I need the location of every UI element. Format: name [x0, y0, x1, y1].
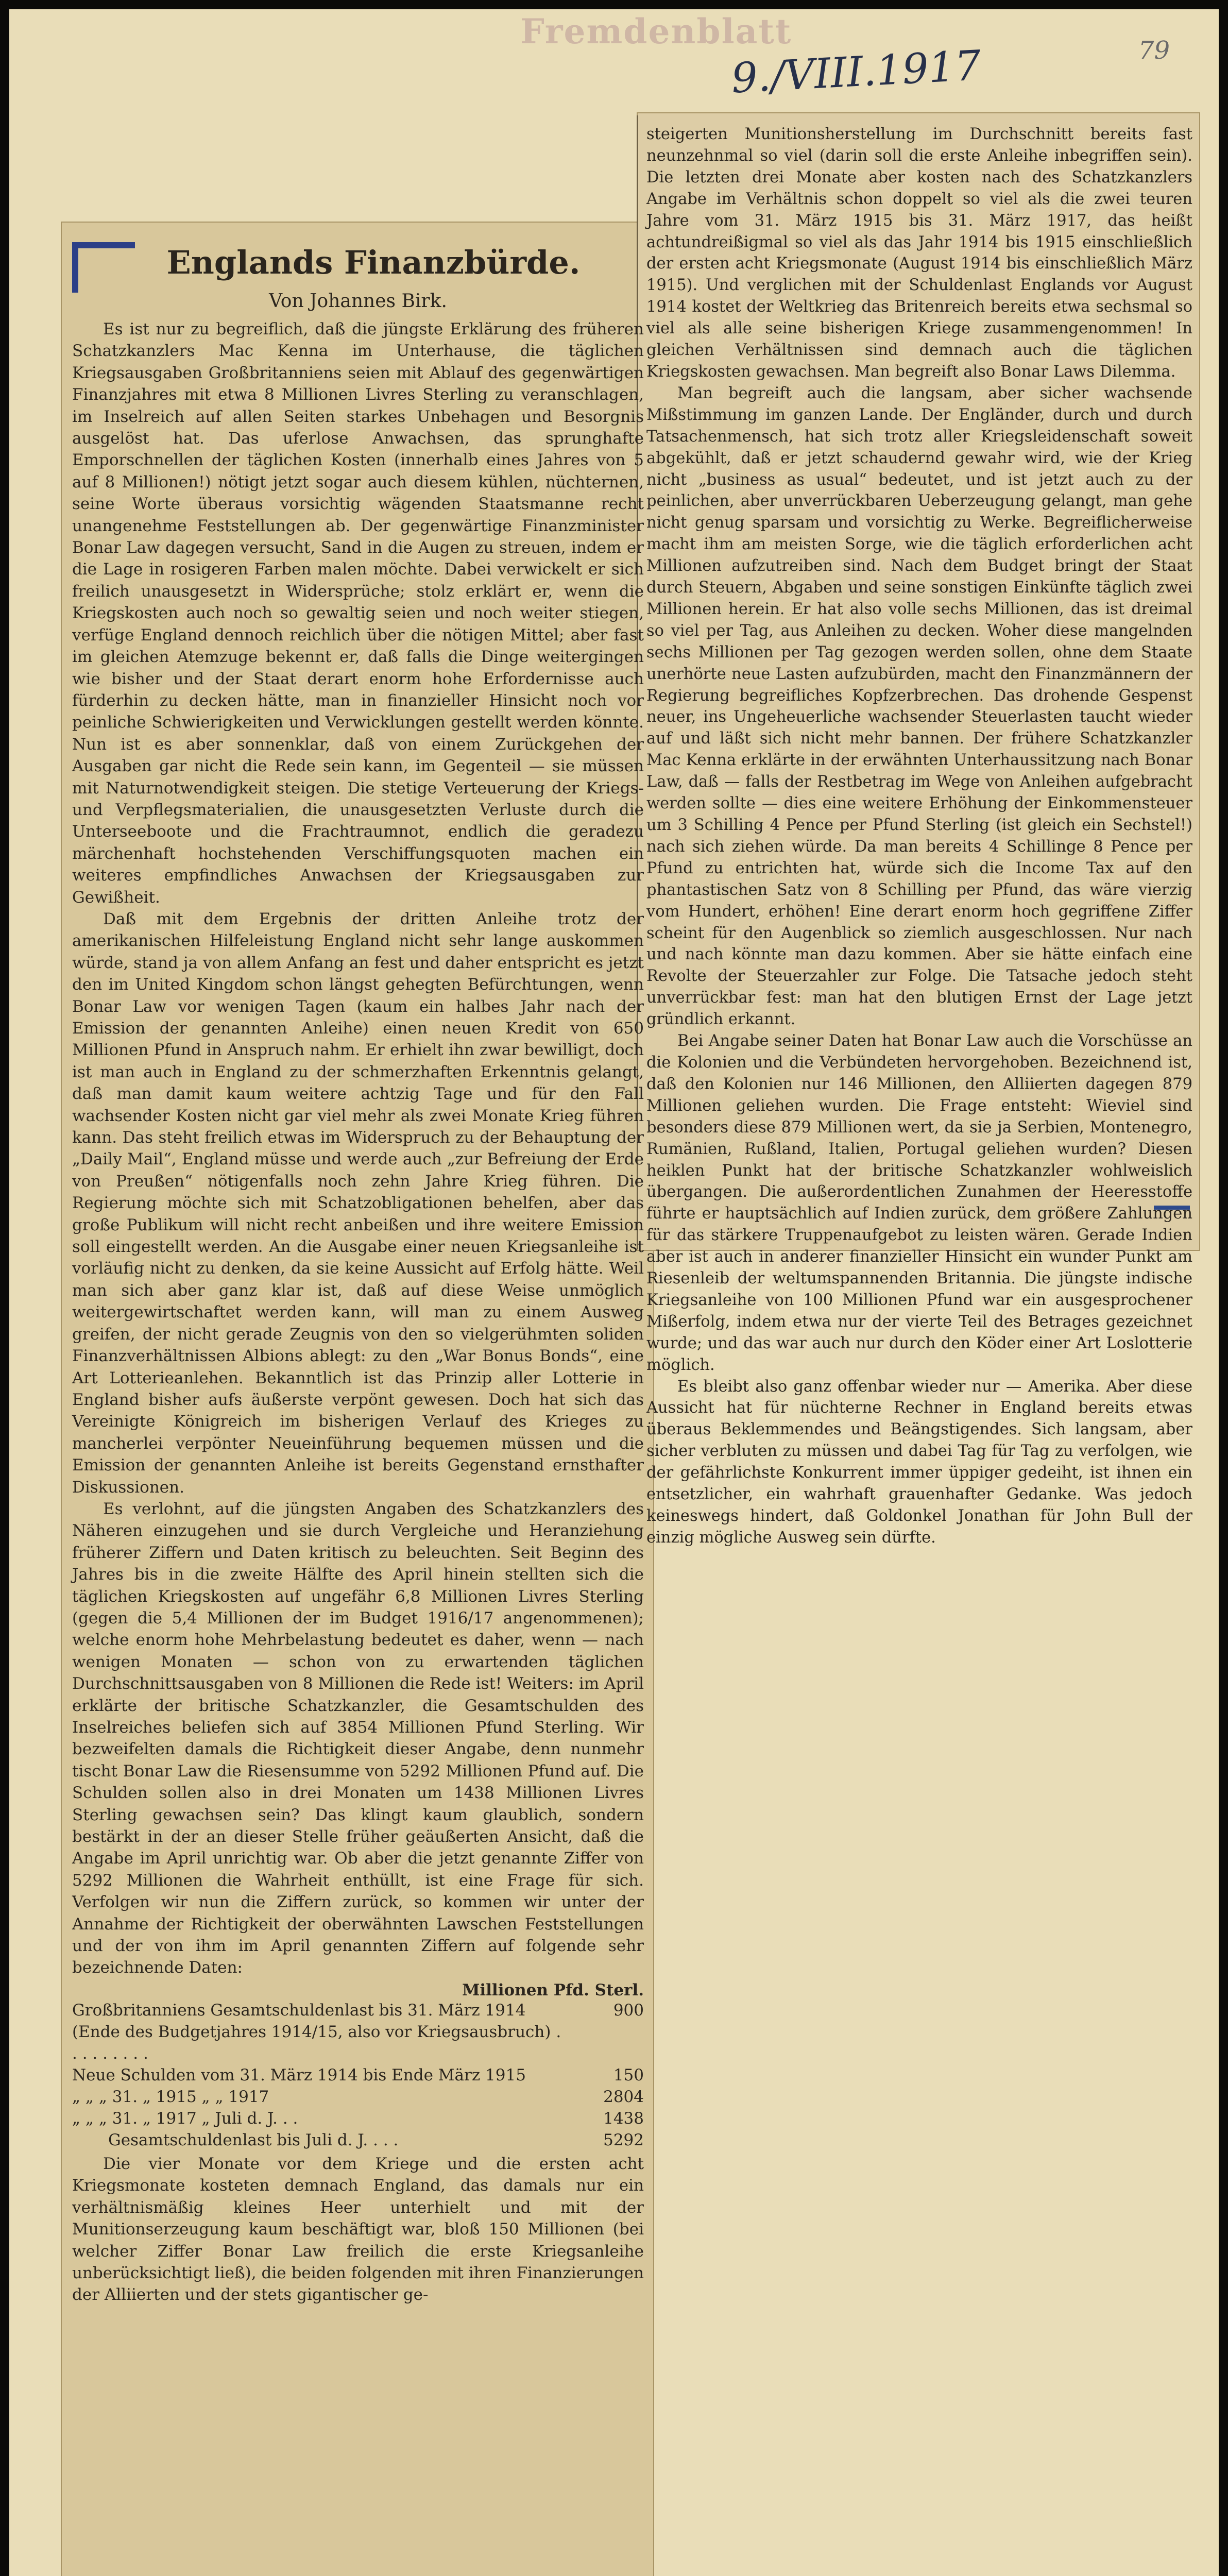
table-row: [72, 2064, 644, 2086]
newspaper-stamp: Fremdenblatt: [520, 11, 792, 52]
paragraph: Es ist nur zu begreiflich, daß die jüngste Erklärung des früheren Schatzkanzlers Mac Kenna im Unterhause, die täglichen Kriegsausgaben Großbritanniens seien mit Ablauf des gegenwärtigen Finanzjahres mit etwa 8 Millionen Livres Sterling zu veranschlagen, im Inselreich auf allen Seiten starkes Unbehagen und Besorgnis ausgelöst hat. Das uferlose Anwachsen, das sprunghafte Emporschnellen der täglichen Kosten (innerhalb eines Jahres von 5 auf 8 Millionen!) nötigt jetzt sogar auch diesem kühlen, nüchternen, seine Worte überaus vorsichtig wägenden Staatsmanne recht unangenehme Feststellungen ab. Der gegenwärtige Finanzminister Bonar Law dagegen versucht, Sand in die Augen zu streuen, indem er die Lage in rosigeren Farben malen möchte. Dabei verwickelt er sich freilich unausgesetzt in Widersprüche; stolz erklärt er, wenn die Kriegskosten auch noch so gewaltig seien und noch weiter stiegen, verfüge England dennoch reichlich über die nötigen Mittel; aber fast im gleichen Atemzuge bekennt er, daß falls die Dinge weitergingen wie bisher und der Staat derart enorm hohe Erfordernisse auch fürderhin zu decken hätte, man in finanzieller Hinsicht noch vor peinliche Schwierigkeiten und Verwicklungen gestellt werden könnte. Nun ist es aber sonnenklar, daß von einem Zurückgehen der Ausgaben gar nicht die Rede sein kann, im Gegenteil — sie müssen mit Naturnotwendigkeit steigen. Die stetige Verteuerung der Kriegs- und Verpflegsmaterialien, die unausgesetzten Verluste durch die Unterseeboote und die Frachtraumnot, endlich die geradezu märchenhaft hochstehenden Verschiffungsquoten machen ein weiteres empfindliches Anwachsen der Kriegsausgaben zur Gewißheit.: [72, 320, 644, 907]
table-total-label: Gesamtschuldenlast bis Juli d. J. . . .: [108, 2130, 399, 2149]
table-unit-header: Millionen Pfd. Sterl.: [462, 1980, 644, 1999]
table-row-value: 150: [613, 2065, 644, 2084]
table-row-value: 2804: [603, 2087, 644, 2106]
debt-table: [72, 1981, 644, 2151]
table-row: [72, 2086, 644, 2108]
paragraph: Bei Angabe seiner Daten hat Bonar Law auch die Vorschüsse an die Kolonien und die Verbündeten hervorgehoben. Bezeichnend ist, daß den Kolonien nur 146 Millionen, den Alliierten dagegen 879 Millionen geliehen wurden. Die Frage entsteht: Wieviel sind besonders diese 879 Millionen wert, da sie ja Serbien, Montenegro, Rumänien, Rußland, Italien, Portugal geliehen wurden? Diesen heiklen Punkt hat der britische Schatzkanzler wohlweislich übergangen. Die außerordentlichen Zunahmen der Heeresstoffe führte er hauptsächlich auf Indien zurück, dem größere Zahlungen für das stärkere Truppenaufgebot zu leisten wären. Gerade Indien aber ist auch in anderer finanzieller Hinsicht ein wunder Punkt am Riesenleib der weltumspannenden Britannia. Die jüngste indische Kriegsanleihe von 100 Millionen Pfund war ein ausgesprochener Mißerfolg, indem etwa nur der vierte Teil des Betrages gezeichnet wurde; und das war auch nur durch den Köder einer Art Loslotterie möglich.: [646, 1032, 1192, 1374]
paragraph: Es verlohnt, auf die jüngsten Angaben des Schatzkanzlers des Näheren einzugehen und sie durch Vergleiche und Heranziehung früherer Ziffern und Daten kritisch zu beleuchten. Seit Beginn des Jahres bis in die zweite Hälfte des April hinein stellten sich die täglichen Kriegskosten auf ungefähr 6,8 Millionen Livres Sterling (gegen die 5,4 Millionen der im Budget 1916/17 angenommenen); welche enorm hohe Mehrbelastung bedeutet es daher, wenn — nach wenigen Monaten — schon von zu erwartenden täglichen Durchschnittsausgaben von 8 Millionen die Rede ist! Weiters: im April erklärte der britische Schatzkanzler, die Gesamtschulden des Inselreiches beliefen sich auf 3854 Millionen Pfund Sterling. Wir bezweifelten damals die Richtigkeit dieser Angabe, denn nunmehr tischt Bonar Law die Riesensumme von 5292 Millionen Pfund auf. Die Schulden sollen also in drei Monaten um 1438 Millionen Livres Sterling gewachsen sein? Das klingt kaum glaublich, sondern bestärkt in der an dieser Stelle früher geäußerten Ansicht, daß die Angabe im April unrichtig war. Ob aber die jetzt genannte Ziffer von 5292 Millionen die Wahrheit enthüllt, ist eine Frage für sich. Verfolgen wir nun die Ziffern zurück, so kommen wir unter der Annahme der Richtigkeit der oberwähnten Lawschen Feststellungen und der von ihm im April genannten Ziffern auf folgende sehr bezeichnende Daten:: [72, 1499, 644, 1977]
table-row-value: 900: [613, 2001, 644, 2020]
article-right-column: [646, 124, 1192, 1549]
article-byline: Von Johannes Birk.: [269, 291, 447, 312]
page-number: 79: [1138, 36, 1170, 65]
paragraph: steigerten Munitionsherstellung im Durchschnitt bereits fast neunzehnmal so viel (darin soll die erste Anleihe inbegriffen sein). Die letzten drei Monate aber kosten nach des Schatzkanzlers Angabe im Verhältnis schon doppelt so viel als die zwei teuren Jahre vom 31. März 1915 bis 31. März 1917, das heißt achtundreißigmal so viel als das Jahr 1914 bis 1915 einschließlich der ersten acht Kriegsmonate (August 1914 bis einschließlich März 1915). Und verglichen mit der Schuldenlast Englands vor August 1914 kostet der Weltkrieg das Britenreich bereits etwa sechsmal so viel als alle seine bisherigen Kriege zusammengenommen! In gleichen Verhältnissen sind demnach auch die täglichen Kriegskosten gewachsen. Man begreift also Bonar Laws Dilemma.: [646, 125, 1192, 381]
paragraph: Die vier Monate vor dem Kriege und die ersten acht Kriegsmonate kosteten demnach England, das damals nur ein verhältnismäßig kleines Heer unterhielt und mit der Munitionserzeugung kaum beschäftigt war, bloß 150 Millionen (bei welcher Ziffer Bonar Law freilich die erste Kriegsanleihe unberücksichtigt ließ), die beiden folgenden mit ihren Finanzierungen der Alliierten und der stets gigantischer ge-: [72, 2154, 644, 2304]
paragraph: Daß mit dem Ergebnis der dritten Anleihe trotz der amerikanischen Hilfeleistung England nicht sehr lange auskommen würde, stand ja von allem Anfang an fest und daher entspricht es jetzt den im United Kingdom schon längst gehegten Befürchtungen, wenn Bonar Law vor wenigen Tagen (kaum ein halbes Jahr nach der Emission der genannten Anleihe) einen neuen Kredit von 650 Millionen Pfund in Anspruch nahm. Er erhielt ihn zwar bewilligt, doch ist man auch in England zu der schmerzhaften Erkenntnis gelangt, daß man damit kaum weitere achtzig Tage und für den Fall wachsender Kosten nicht gar viel mehr als zwei Monate Krieg führen kann. Das steht freilich etwas im Widerspruch zu der Behauptung der „Daily Mail“, England müsse und werde auch „zur Befreiung der Erde von Preußen“ nötigenfalls noch zehn Jahre Krieg führen. Die Regierung möchte sich mit Schatzobligationen behelfen, aber das große Publikum will nicht recht anbeißen und ihre weitere Emission soll eingestellt werden. An die Ausgabe einer neuen Kriegsanleihe ist vorläufig nicht zu denken, da sie keine Aussicht auf Erfolg hätte. Weil man sich aber ganz klar ist, daß auf diese Weise unmöglich weitergewirtschaftet werden kann, will man zu einem Ausweg greifen, der nicht gerade Zeugnis von den so vielgerühmten soliden Finanzverhältnissen Albions ablegt: zu den „War Bonus Bonds“, eine Art Lotterieanlehen. Bekanntlich ist das Prinzip aller Lotterie in England bisher aufs äußerste verpönt gewesen. Doch hat sich das Vereinigte Königreich im bisherigen Verlauf des Krieges zu mancherlei verpönter Neueinführung bequemen müssen und die Emission der genannten Anleihe ist bereits Gegenstand ernsthafter Diskussionen.: [72, 909, 644, 1497]
table-row: [72, 2108, 644, 2129]
table-total-value: 5292: [603, 2130, 644, 2149]
table-row-label: „ „ „ 31. „ 1915 „ „ 1917: [72, 2087, 269, 2106]
table-total-row: [72, 2129, 644, 2151]
handwritten-date: 9./VIII.1917: [730, 41, 982, 103]
table-row-value: 1438: [603, 2109, 644, 2128]
table-row-label: Neue Schulden vom 31. März 1914 bis Ende März 1915: [72, 2065, 526, 2084]
paragraph: Es bleibt also ganz offenbar wieder nur — Amerika. Aber diese Aussicht hat für nüchterne Rechner in England bereits etwas überaus Beklemmendes und Beängstigendes. Sich langsam, aber sicher verbluten zu müssen und dabei Tag für Tag zu verfolgen, wie der gefährlichste Konkurrent immer üppiger gedeiht, ist ihnen ein entsetzlicher, ein wahrhaft grauenhafter Gedanke. Was jedoch keineswegs hindert, daß Goldonkel Jonathan für John Bull der einzig mögliche Ausweg sein dürfte.: [646, 1377, 1192, 1547]
table-row: [72, 1999, 644, 2064]
table-row-label: „ „ „ 31. „ 1917 „ Juli d. J. . .: [72, 2109, 298, 2128]
paragraph: Man begreift auch die langsam, aber sicher wachsende Mißstimmung im ganzen Lande. Der Engländer, durch und durch Tatsachenmensch, hat sich trotz aller Kriegsleidenschaft soweit abgekühlt, daß er jetzt schaudernd gewahr wird, wie der Krieg nicht „business as usual“ bedeutet, und ist jetzt auch zu der peinlichen, aber unverrückbaren Ueberzeugung gelangt, man gehe nicht genug sparsam und vorsichtig zu Werke. Begreiflicherweise macht ihm am meisten Sorge, wie die täglich erforderlichen acht Millionen aufzutreiben sind. Nach dem Budget bringt der Staat durch Steuern, Abgaben und seine sonstigen Einkünfte täglich zwei Millionen herein. Er hat also volle sechs Millionen, das ist dreimal so viel per Tag, aus Anleihen zu decken. Woher diese mangelnden sechs Millionen per Tag gezogen werden sollen, ohne dem Staate unerhörte neue Lasten aufzubürden, macht den Finanzmännern der Regierung begreifliches Kopfzerbrechen. Das drohende Gespenst neuer, ins Ungeheuerliche wachsender Steuerlasten taucht wieder auf und läßt sich nicht mehr bannen. Der frühere Schatzkanzler Mac Kenna erklärte in der erwähnten Unterhaussitzung nach Bonar Law, daß — falls der Restbetrag im Wege von Anleihen aufgebracht werden sollte — dies eine weitere Erhöhung der Einkommensteuer um 3 Schilling 4 Pence per Pfund Sterling (ist gleich ein Sechstel!) nach sich ziehen würde. Da man bereits 4 Schillinge 8 Pence per Pfund zu entrichten hat, würde sich die Income Tax auf den phantastischen Satz von 8 Schilling per Pfund, das wäre vierzig vom Hundert, erhöhen! Eine derart enorm hoch gegriffene Ziffer scheint für den Augenblick so ziemlich ausgeschlossen. Nur nach und nach könnte man dazu kommen. Aber sie hätte einfach eine Revolte der Steuerzahler zur Folge. Die Tatsache jedoch steht unverrückbar fest: man hat den blutigen Ernst der Lage jetzt gründlich erkannt.: [646, 384, 1192, 1029]
table-row-label: Großbritanniens Gesamtschuldenlast bis 31. März 1914 (Ende des Budgetjahres 1914/15, also vor Kriegsausbruch) . . . . . . . . .: [72, 2001, 561, 2063]
article-left-column: [72, 232, 644, 2306]
article-title: Englands Finanzbürde.: [166, 244, 581, 281]
